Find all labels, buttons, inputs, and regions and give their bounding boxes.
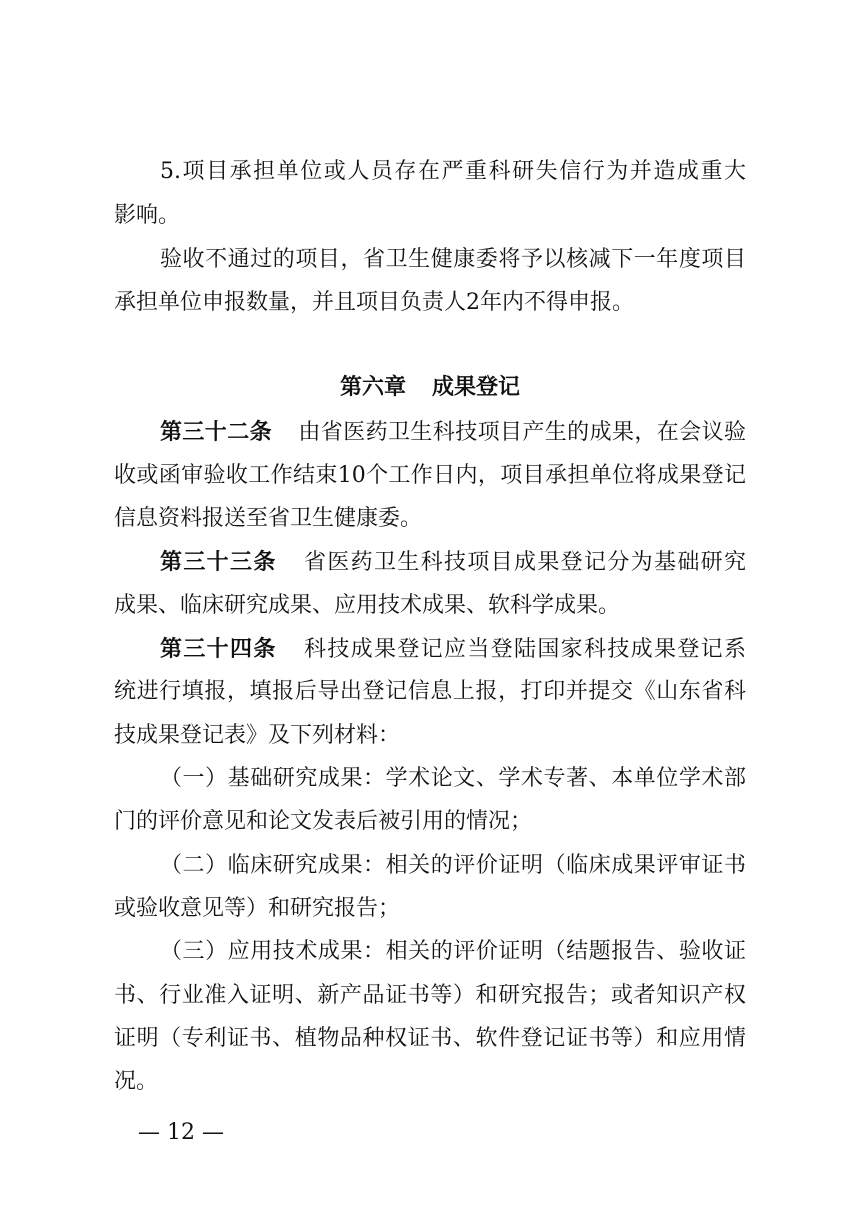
material-1-line-1: （一）基础研究成果：学术论文、学术专著、本单位学术部 <box>160 766 746 791</box>
article-33-line-2: 成果、临床研究成果、应用技术成果、软科学成果。 <box>114 593 621 618</box>
chapter-number: 第六章 <box>339 374 406 400</box>
article-32-line-2: 收或函审验收工作结束10个工作日内，项目承担单位将成果登记 <box>114 463 746 488</box>
article-34-first: 科技成果登记应当登陆国家科技成果登记系 <box>302 637 746 662</box>
material-3-line-1: （三）应用技术成果：相关的评价证明（结题报告、验收证 <box>160 939 746 964</box>
material-3-line-3: 证明（专利证书、植物品种权证书、软件登记证书等）和应用情 <box>114 1026 746 1051</box>
failed-acceptance-line-1: 验收不通过的项目，省卫生健康委将予以核减下一年度项目 <box>160 247 746 272</box>
failed-acceptance-line-2: 承担单位申报数量，并且项目负责人2年内不得申报。 <box>114 290 634 315</box>
material-3-line-2: 书、行业准入证明、新产品证书等）和研究报告；或者知识产权 <box>114 983 746 1008</box>
article-32-label: 第三十二条 <box>160 419 272 445</box>
article-34-line-2: 统进行填报，填报后导出登记信息上报，打印并提交《山东省科 <box>114 679 746 704</box>
chapter-title: 成果登记 <box>432 374 521 400</box>
material-2-line-1: （二）临床研究成果：相关的评价证明（临床成果评审证书 <box>160 853 746 878</box>
article-32-first: 由省医药卫生科技项目产生的成果，在会议验 <box>298 420 746 445</box>
item-5-line-2: 影响。 <box>114 203 181 228</box>
article-32-line-3: 信息资料报送至省卫生健康委。 <box>114 506 423 531</box>
article-34-line-1 <box>160 634 746 665</box>
article-33-first: 省医药卫生科技项目成果登记分为基础研究 <box>302 550 746 575</box>
article-34-line-3: 技成果登记表》及下列材料： <box>114 723 401 748</box>
material-2-line-2: 或验收意见等）和研究报告； <box>114 896 401 921</box>
article-34-label: 第三十四条 <box>160 636 277 662</box>
page-number: — 12 — <box>138 1120 224 1145</box>
item-5-line-1: 5.项目承担单位或人员存在严重科研失信行为并造成重大 <box>160 159 746 184</box>
material-3-line-4: 况。 <box>114 1069 159 1094</box>
article-33-label: 第三十三条 <box>160 549 277 575</box>
article-32-line-1 <box>160 417 746 448</box>
chapter-heading <box>0 372 860 402</box>
material-1-line-2: 门的评价意见和论文发表后被引用的情况； <box>114 809 533 834</box>
article-33-line-1 <box>160 547 746 578</box>
